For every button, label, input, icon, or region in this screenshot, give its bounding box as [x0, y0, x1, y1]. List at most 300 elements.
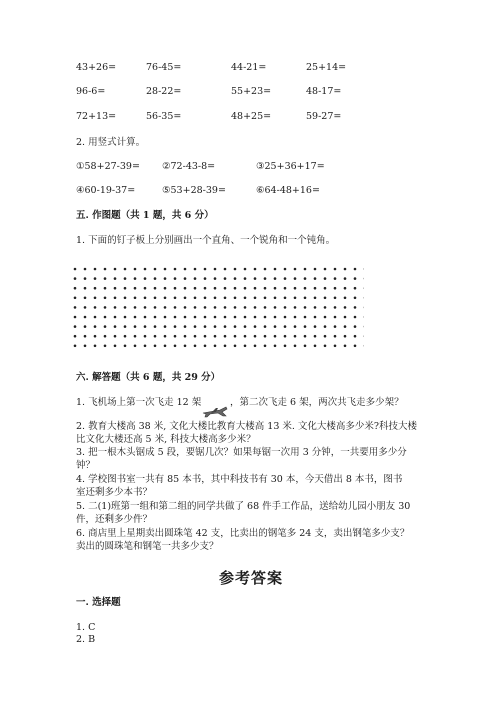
nail-dot	[274, 306, 277, 309]
problem-2-line-2: 比文化大楼还高 5 米, 科技大楼高多少米？	[76, 434, 256, 445]
nail-dot	[184, 335, 187, 338]
nail-dot	[244, 345, 247, 348]
nail-dot	[254, 325, 257, 328]
nail-dot	[94, 297, 97, 300]
nail-dot	[174, 316, 177, 319]
airplane-icon	[202, 404, 228, 418]
nail-dot	[184, 306, 187, 309]
nail-dot	[154, 287, 157, 290]
nail-dot	[84, 345, 87, 348]
nail-dot	[184, 297, 187, 300]
nail-dot	[304, 306, 307, 309]
nail-dot	[334, 268, 337, 271]
nail-dot	[334, 277, 337, 280]
nail-dot	[284, 335, 287, 338]
nail-dot	[334, 316, 337, 319]
nail-dot	[74, 306, 77, 309]
calc-item: ⑥64-48+16=	[256, 185, 320, 196]
nail-dot	[194, 306, 197, 309]
nail-dot	[324, 268, 327, 271]
nail-dot	[104, 306, 107, 309]
nail-dot	[184, 325, 187, 328]
nail-dot	[164, 287, 167, 290]
problem-2-line-1: 2. 教育大楼高 38 米, 文化大楼比教育大楼高 13 米. 文化大楼高多少米?科技大楼	[76, 421, 418, 432]
nail-dot	[264, 345, 267, 348]
nail-dot	[234, 277, 237, 280]
nail-dot	[124, 277, 127, 280]
nail-dot	[324, 297, 327, 300]
nail-dot	[284, 287, 287, 290]
nail-dot	[274, 287, 277, 290]
answer-item: 2. B	[76, 634, 96, 645]
nail-dot	[314, 306, 317, 309]
nail-dot	[324, 325, 327, 328]
nail-dot	[214, 335, 217, 338]
nail-dot	[244, 287, 247, 290]
nail-dot	[94, 287, 97, 290]
nail-dot	[244, 306, 247, 309]
question-2-title: 2. 用竖式计算。	[76, 137, 146, 148]
arith-item: 48-17=	[306, 86, 342, 97]
nail-dot	[264, 287, 267, 290]
nail-dot	[144, 316, 147, 319]
nail-dot	[244, 297, 247, 300]
arith-item: 43+26=	[76, 62, 117, 73]
nail-dot	[274, 345, 277, 348]
nail-dot	[94, 306, 97, 309]
nail-dot	[314, 268, 317, 271]
nail-dot	[114, 316, 117, 319]
nail-dot	[254, 316, 257, 319]
nail-dot	[334, 306, 337, 309]
nail-dot	[274, 325, 277, 328]
arith-item: 44-21=	[231, 62, 267, 73]
nail-dot	[294, 325, 297, 328]
nail-dot	[304, 287, 307, 290]
nail-dot	[144, 268, 147, 271]
nail-dot	[134, 316, 137, 319]
nail-dot	[134, 306, 137, 309]
arith-item: 25+14=	[306, 62, 347, 73]
nail-dot	[284, 297, 287, 300]
nail-dot	[144, 297, 147, 300]
nail-dot	[74, 287, 77, 290]
nail-dot	[94, 268, 97, 271]
nail-dot	[294, 287, 297, 290]
nail-dot	[244, 335, 247, 338]
nail-dot	[104, 325, 107, 328]
nail-dot	[324, 306, 327, 309]
nail-dot	[104, 277, 107, 280]
nail-dot	[214, 325, 217, 328]
nail-dot	[344, 335, 347, 338]
nail-dot	[254, 268, 257, 271]
arith-item: 55+23=	[231, 86, 272, 97]
nail-dot	[84, 287, 87, 290]
nail-dot	[234, 287, 237, 290]
nail-dot	[134, 345, 137, 348]
nail-dot	[334, 345, 337, 348]
nail-dot	[254, 287, 257, 290]
nail-dot	[174, 306, 177, 309]
nail-dot	[204, 277, 207, 280]
nail-dot	[334, 325, 337, 328]
nail-dot	[144, 325, 147, 328]
nail-dot	[184, 277, 187, 280]
nail-dot	[344, 297, 347, 300]
nail-dot	[154, 277, 157, 280]
nail-dot	[174, 277, 177, 280]
nail-dot	[334, 287, 337, 290]
nail-dot	[204, 287, 207, 290]
nail-dot	[354, 297, 357, 300]
problem-3-line-2: 钟？	[76, 460, 96, 471]
nail-dot	[264, 268, 267, 271]
nail-dot	[154, 316, 157, 319]
nail-dot	[194, 287, 197, 290]
problem-4-line-1: 4. 学校图书室一共有 85 本书，其中科技书有 30 本，今天借出 8 本书，图书	[76, 474, 403, 485]
nail-dot	[204, 316, 207, 319]
nail-dot	[164, 306, 167, 309]
nail-dot	[324, 287, 327, 290]
nail-dot	[124, 297, 127, 300]
nail-dot	[264, 335, 267, 338]
nail-dot	[84, 297, 87, 300]
nail-dot	[174, 287, 177, 290]
nail-dot	[204, 297, 207, 300]
nail-dot	[294, 335, 297, 338]
nail-dot	[194, 325, 197, 328]
nail-dot	[94, 325, 97, 328]
nail-dot	[144, 306, 147, 309]
nail-dot	[94, 345, 97, 348]
nail-dot	[344, 268, 347, 271]
nail-dot	[124, 345, 127, 348]
nail-dot	[294, 277, 297, 280]
nail-dot	[314, 335, 317, 338]
nail-dot	[254, 335, 257, 338]
problem-5-line-1: 5. 二(1)班第一组和第二组的同学共做了 68 件手工作品，送给幼儿园小朋友 30	[76, 501, 411, 512]
problem-3-line-1: 3. 把一根木头锯成 5 段，要锯几次？如果每锯一次用 3 分钟，一共要用多少分	[76, 447, 407, 458]
nail-dot	[74, 316, 77, 319]
nail-dot	[274, 335, 277, 338]
nail-dot	[214, 306, 217, 309]
nail-dot	[124, 268, 127, 271]
nail-dot	[94, 316, 97, 319]
nail-dot	[254, 277, 257, 280]
nail-dot	[114, 335, 117, 338]
arith-item: 72+13=	[76, 111, 117, 122]
nail-dot	[234, 268, 237, 271]
nail-dot	[114, 277, 117, 280]
nail-dot	[154, 335, 157, 338]
nail-dot	[254, 306, 257, 309]
problem-1-part-b: ，第二次飞走 6 架，两次共飞走多少架？	[230, 397, 404, 408]
nail-dot	[314, 287, 317, 290]
nail-dot	[214, 316, 217, 319]
nail-dot	[234, 316, 237, 319]
nail-dot	[354, 268, 357, 271]
nail-dot	[274, 316, 277, 319]
nail-board	[72, 266, 364, 348]
nail-dot	[264, 277, 267, 280]
nail-dot	[94, 277, 97, 280]
nail-dot	[84, 306, 87, 309]
nail-dot	[254, 345, 257, 348]
nail-dot	[354, 316, 357, 319]
nail-dot	[104, 316, 107, 319]
nail-dot	[104, 297, 107, 300]
section-5-question-1: 1. 下面的钉子板上分别画出一个直角、一个锐角和一个钝角。	[76, 235, 336, 246]
nail-dot	[124, 316, 127, 319]
answers-title: 参考答案	[219, 569, 284, 587]
nail-dot	[324, 345, 327, 348]
nail-dot	[284, 316, 287, 319]
nail-dot	[194, 297, 197, 300]
nail-dot	[264, 306, 267, 309]
nail-dot	[214, 268, 217, 271]
nail-dot	[224, 277, 227, 280]
problem-4-line-2: 室还剩多少本书？	[76, 487, 153, 498]
nail-dot	[104, 268, 107, 271]
nail-dot	[304, 316, 307, 319]
nail-dot	[204, 345, 207, 348]
nail-dot	[294, 268, 297, 271]
nail-dot	[154, 268, 157, 271]
nail-dot	[184, 345, 187, 348]
nail-dot	[214, 277, 217, 280]
nail-dot	[274, 297, 277, 300]
nail-dot	[114, 306, 117, 309]
calc-item: ⑤53+28-39=	[162, 185, 226, 196]
nail-dot	[74, 345, 77, 348]
nail-dot	[74, 277, 77, 280]
nail-dot	[224, 297, 227, 300]
nail-dot	[124, 335, 127, 338]
nail-dot	[144, 277, 147, 280]
problem-5-line-2: 件，还剩多少件？	[76, 514, 153, 525]
nail-dot	[164, 297, 167, 300]
nail-dot	[134, 325, 137, 328]
nail-dot	[194, 345, 197, 348]
nail-dot	[344, 316, 347, 319]
nail-dot	[134, 297, 137, 300]
nail-dot	[244, 316, 247, 319]
calc-item: ④60-19-37=	[76, 185, 136, 196]
nail-dot	[284, 306, 287, 309]
nail-dot	[84, 335, 87, 338]
nail-dot	[194, 316, 197, 319]
nail-dot	[244, 325, 247, 328]
nail-dot	[224, 325, 227, 328]
nail-dot	[304, 268, 307, 271]
nail-dot	[234, 297, 237, 300]
nail-dot	[174, 268, 177, 271]
nail-dot	[224, 268, 227, 271]
nail-dot	[234, 306, 237, 309]
nail-dot	[114, 345, 117, 348]
nail-dot	[224, 335, 227, 338]
nail-dot	[74, 325, 77, 328]
nail-dot	[114, 297, 117, 300]
nail-dot	[104, 345, 107, 348]
nail-dot	[194, 335, 197, 338]
nail-dot	[344, 345, 347, 348]
nail-dot	[324, 335, 327, 338]
nail-dot	[84, 277, 87, 280]
nail-dot	[344, 287, 347, 290]
nail-dot	[344, 306, 347, 309]
section-5-heading: 五. 作图题（共 1 题，共 6 分）	[76, 210, 214, 221]
nail-dot	[204, 325, 207, 328]
nail-dot	[114, 325, 117, 328]
nail-dot	[184, 316, 187, 319]
nail-dot	[284, 277, 287, 280]
nail-dot	[354, 277, 357, 280]
nail-dot	[264, 316, 267, 319]
nail-dot	[264, 325, 267, 328]
arith-item: 96-6=	[76, 86, 106, 97]
nail-dot	[314, 325, 317, 328]
calc-item: ③25+36+17=	[256, 161, 325, 172]
nail-dot	[124, 287, 127, 290]
nail-dot	[154, 306, 157, 309]
nail-dot	[304, 277, 307, 280]
nail-dot	[154, 345, 157, 348]
nail-dot	[284, 268, 287, 271]
nail-dot	[314, 277, 317, 280]
nail-dot	[294, 345, 297, 348]
nail-dot	[314, 316, 317, 319]
nail-dot	[164, 325, 167, 328]
arith-item: 59-27=	[306, 111, 342, 122]
nail-dot	[214, 287, 217, 290]
nail-dot	[164, 268, 167, 271]
nail-dot	[144, 287, 147, 290]
nail-dot	[94, 335, 97, 338]
nail-dot	[84, 316, 87, 319]
nail-dot	[304, 335, 307, 338]
section-6-heading: 六. 解答题（共 6 题，共 29 分）	[76, 372, 221, 383]
nail-dot	[324, 316, 327, 319]
nail-dot	[174, 345, 177, 348]
nail-dot	[194, 268, 197, 271]
nail-dot	[74, 268, 77, 271]
nail-dot	[324, 277, 327, 280]
nail-dot	[74, 297, 77, 300]
nail-dot	[154, 297, 157, 300]
nail-dot	[354, 335, 357, 338]
nail-dot	[344, 325, 347, 328]
nail-dot	[354, 287, 357, 290]
nail-dot	[254, 297, 257, 300]
nail-dot	[154, 325, 157, 328]
nail-dot	[354, 306, 357, 309]
nail-dot	[134, 287, 137, 290]
nail-dot	[104, 287, 107, 290]
nail-dot	[304, 325, 307, 328]
nail-dot	[204, 268, 207, 271]
nail-dot	[184, 287, 187, 290]
nail-dot	[344, 277, 347, 280]
nail-dot	[314, 297, 317, 300]
nail-dot	[144, 335, 147, 338]
nail-dot	[224, 345, 227, 348]
nail-dot	[124, 306, 127, 309]
nail-dot	[274, 268, 277, 271]
nail-dot	[224, 306, 227, 309]
calc-item: ②72-43-8=	[162, 161, 216, 172]
nail-dot	[244, 277, 247, 280]
nail-dot	[164, 345, 167, 348]
nail-dot	[144, 345, 147, 348]
nail-dot	[204, 306, 207, 309]
calc-item: ①58+27-39=	[76, 161, 140, 172]
nail-dot	[134, 335, 137, 338]
nail-dot	[284, 345, 287, 348]
nail-dot	[74, 335, 77, 338]
arith-item: 28-22=	[146, 86, 182, 97]
answer-item: 1. C	[76, 622, 96, 633]
nail-dot	[174, 325, 177, 328]
nail-dot	[84, 268, 87, 271]
nail-dot	[164, 277, 167, 280]
arith-item: 48+25=	[231, 111, 272, 122]
nail-dot	[134, 268, 137, 271]
nail-dot	[314, 345, 317, 348]
nail-dot	[234, 345, 237, 348]
nail-dot	[294, 316, 297, 319]
nail-dot	[194, 277, 197, 280]
nail-dot	[234, 335, 237, 338]
nail-dot	[84, 325, 87, 328]
nail-dot	[224, 316, 227, 319]
nail-dot	[184, 268, 187, 271]
arith-item: 56-35=	[146, 111, 182, 122]
nail-dot	[174, 297, 177, 300]
nail-dot	[274, 277, 277, 280]
nail-dot	[234, 325, 237, 328]
nail-dot	[114, 287, 117, 290]
nail-dot	[134, 277, 137, 280]
nail-dot	[304, 297, 307, 300]
nail-dot	[174, 335, 177, 338]
nail-dot	[204, 335, 207, 338]
arith-item: 76-45=	[146, 62, 182, 73]
problem-1-part-a: 1. 飞机场上第一次飞走 12 架	[76, 397, 202, 408]
nail-dot	[124, 325, 127, 328]
nail-dot	[334, 297, 337, 300]
problem-6-line-2: 卖出的圆珠笔和钢笔一共多少支？	[76, 541, 219, 552]
nail-dot	[334, 335, 337, 338]
nail-dot	[244, 268, 247, 271]
nail-dot	[214, 345, 217, 348]
nail-dot	[164, 316, 167, 319]
problem-6-line-1: 6. 商店里上星期卖出圆珠笔 42 支，比卖出的钢笔多 24 支，卖出钢笔多少支？	[76, 528, 410, 539]
answers-section-1-heading: 一. 选择题	[76, 597, 121, 608]
nail-dot	[104, 335, 107, 338]
nail-dot	[264, 297, 267, 300]
nail-dot	[294, 297, 297, 300]
nail-dot	[354, 325, 357, 328]
nail-dot	[214, 297, 217, 300]
nail-dot	[354, 345, 357, 348]
nail-dot	[224, 287, 227, 290]
nail-dot	[114, 268, 117, 271]
nail-dot	[294, 306, 297, 309]
nail-dot	[284, 325, 287, 328]
nail-dot	[304, 345, 307, 348]
